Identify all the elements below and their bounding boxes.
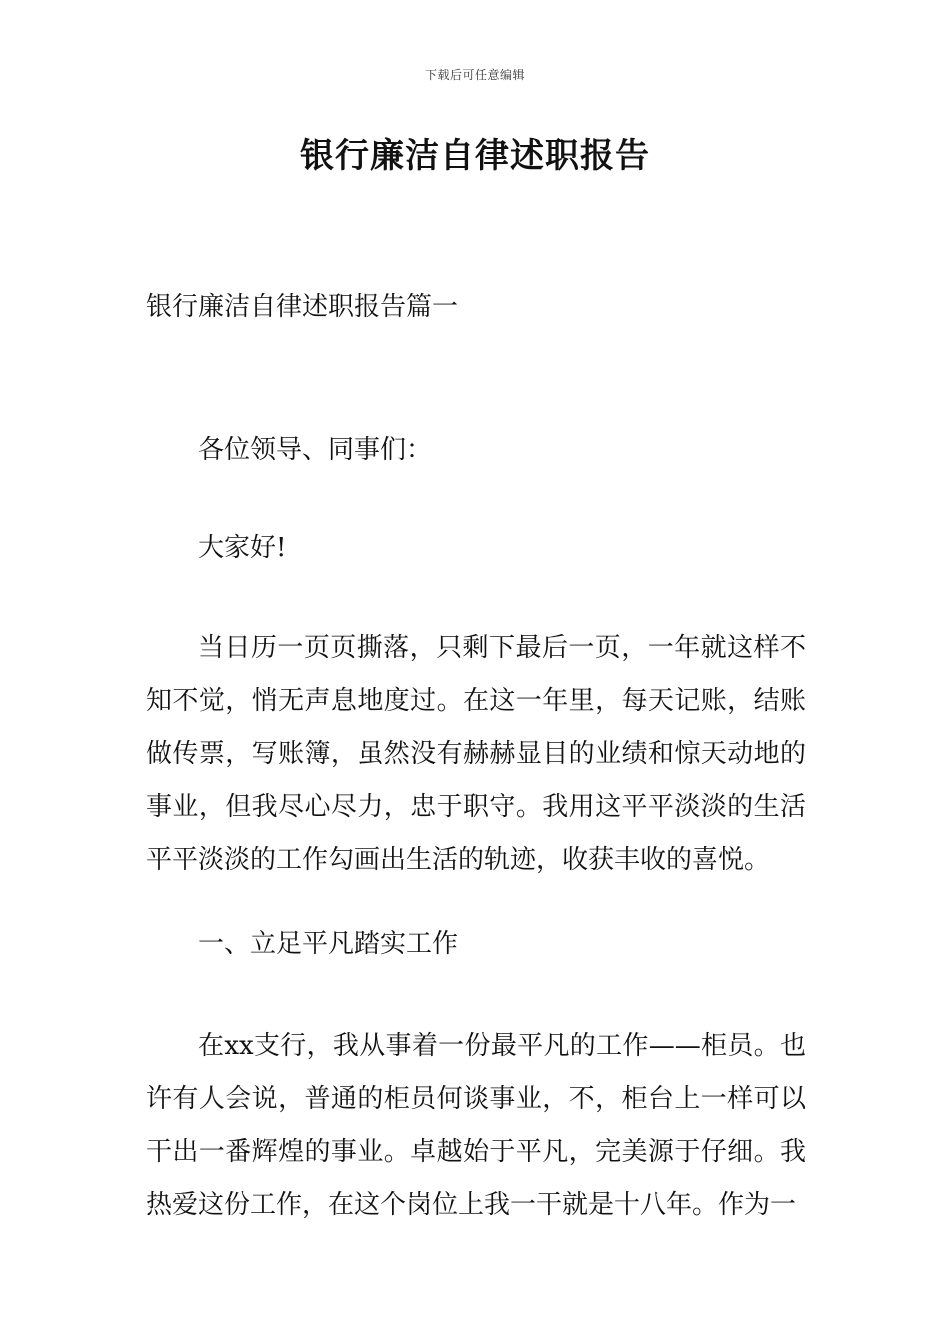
section-heading-1: 一、立足平凡踏实工作 bbox=[198, 929, 459, 959]
header-note: 下载后可任意编辑 bbox=[424, 68, 525, 82]
greeting-paragraph: 各位领导、同事们： bbox=[198, 435, 433, 465]
document-subtitle: 银行廉洁自律述职报告篇一 bbox=[146, 292, 459, 322]
hello-paragraph: 大家好! bbox=[198, 533, 287, 563]
body-paragraph-2: 在xx支行，我从事着一份最平凡的工作——柜员。也许有人会说，普通的柜员何谈事业，不，柜台上一样可以干出一番辉煌的事业。卓越始于平凡，完美源于仔细。我热爱这份工作，在这个岗位上我一干就是十八年。作为一 bbox=[146, 1031, 806, 1220]
document-title: 银行廉洁自律述职报告 bbox=[300, 136, 650, 176]
body-paragraph-1: 当日历一页页撕落，只剩下最后一页，一年就这样不知不觉，悄无声息地度过。在这一年里，每天记账，结账做传票，写账簿，虽然没有赫赫显目的业绩和惊天动地的事业，但我尽心尽力，忠于职守。我用这平平淡淡的生活平平淡淡的工作勾画出生活的轨迹，收获丰收的喜悦。 bbox=[146, 633, 806, 875]
